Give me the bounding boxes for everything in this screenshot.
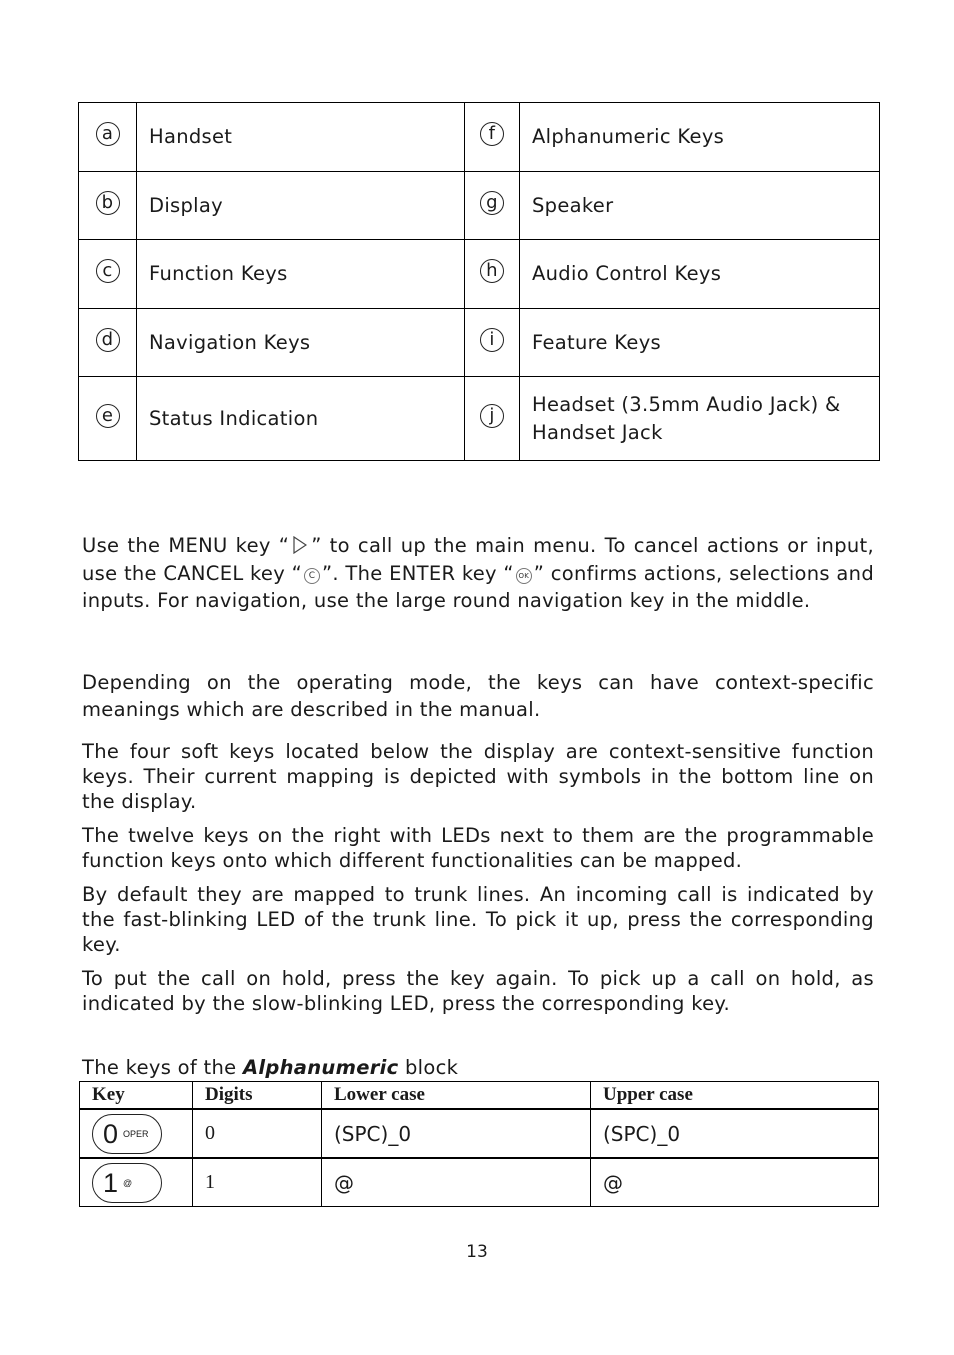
digit-cell: 1 [193, 1158, 322, 1207]
letter-badge: d [96, 328, 120, 352]
cancel-key-icon: C [304, 568, 320, 584]
part-label: Feature Keys [520, 309, 880, 377]
letter-badge: a [96, 122, 120, 146]
part-label: Function Keys [137, 240, 465, 309]
upper-case-cell: @ [591, 1158, 879, 1207]
column-header: Digits [193, 1082, 322, 1110]
letter-badge: f [480, 122, 504, 146]
menu-paragraph: Use the MENU key “ ” to call up the main menu. To cancel actions or input, use the CANCEL key “ C ”. The ENTER key “ OK ” confirms actions, selections and inputs. For navigation, use the large round navigation key in the middle. [82, 534, 874, 612]
column-header: Lower case [322, 1082, 591, 1110]
parts-row [79, 103, 880, 172]
key-1-icon: 1 @ [92, 1163, 162, 1203]
paragraph: The four soft keys located below the display are context-sensitive function keys. Their current mapping is depicted with symbols in the bottom line on the display. [82, 740, 874, 813]
parts-row [79, 240, 880, 309]
menu-key-icon [293, 536, 307, 554]
letter-badge: i [480, 328, 504, 352]
part-label: Audio Control Keys [520, 240, 880, 309]
letter-badge: b [96, 191, 120, 215]
part-label: Headset (3.5mm Audio Jack) & Handset Jack [520, 377, 880, 461]
table-row [80, 1158, 879, 1207]
paragraph: Depending on the operating mode, the keys can have context-specific meanings which are described in the manual. [82, 671, 874, 721]
parts-row [79, 377, 880, 461]
digit-cell: 0 [193, 1109, 322, 1158]
part-label: Speaker [520, 172, 880, 240]
page-number: 13 [466, 1242, 488, 1262]
enter-key-icon: OK [516, 568, 532, 584]
table-row [80, 1109, 879, 1158]
letter-badge: c [96, 259, 120, 283]
paragraph: To put the call on hold, press the key again. To pick up a call on hold, as indicated by the slow-blinking LED, press the corresponding key. [82, 967, 874, 1015]
column-header: Key [80, 1082, 193, 1110]
letter-badge: g [480, 191, 504, 215]
letter-badge: j [480, 404, 504, 428]
key-0-icon: 0 OPER [92, 1114, 162, 1154]
part-label: Display [137, 172, 465, 240]
column-header: Upper case [591, 1082, 879, 1110]
paragraph: By default they are mapped to trunk lines. An incoming call is indicated by the fast-blinking LED of the trunk line. To pick it up, press the corresponding key. [82, 883, 874, 956]
part-label: Navigation Keys [137, 309, 465, 377]
lower-case-cell: @ [322, 1158, 591, 1207]
parts-table [78, 102, 880, 461]
upper-case-cell: (SPC)_0 [591, 1109, 879, 1158]
part-label: Handset [137, 103, 465, 172]
alphanumeric-keys-table [79, 1081, 879, 1207]
part-label: Alphanumeric Keys [520, 103, 880, 172]
table-caption: The keys of the Alphanumeric block [82, 1056, 459, 1079]
table-header-row [80, 1082, 879, 1110]
paragraph: The twelve keys on the right with LEDs next to them are the programmable function keys onto which different functionalities can be mapped. [82, 824, 874, 872]
letter-badge: e [96, 404, 120, 428]
parts-row [79, 309, 880, 377]
part-label: Status Indication [137, 377, 465, 461]
lower-case-cell: (SPC)_0 [322, 1109, 591, 1158]
letter-badge: h [480, 259, 504, 283]
parts-row [79, 172, 880, 240]
